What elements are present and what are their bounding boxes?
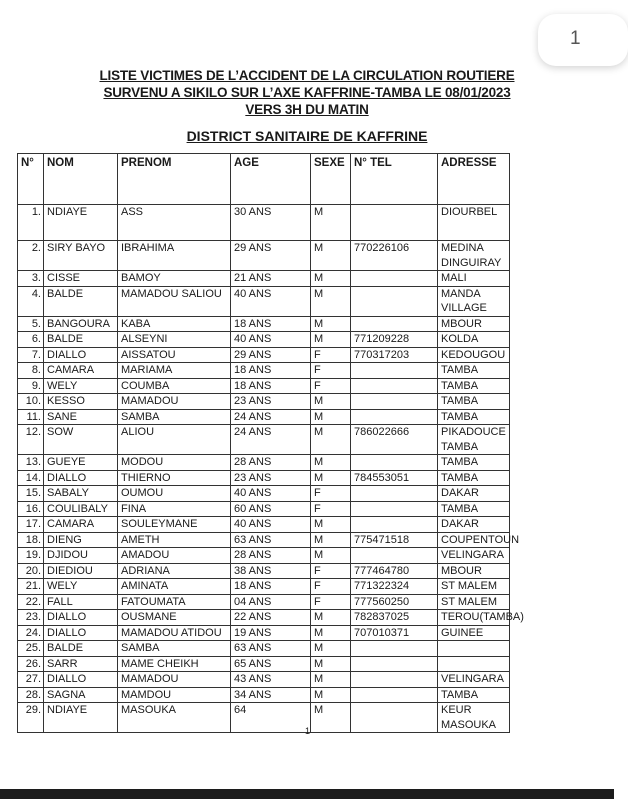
cell-n: 27.: [18, 672, 44, 688]
cell-nom: NDIAYE: [44, 205, 118, 241]
table-row: [18, 470, 510, 486]
cell-tel: 784553051: [351, 470, 438, 486]
cell-adresse: TAMBA: [438, 378, 510, 394]
cell-age: 63 ANS: [231, 641, 311, 657]
cell-prenom: MASOUKA: [118, 703, 231, 733]
table-row: [18, 332, 510, 348]
cell-nom: WELY: [44, 579, 118, 595]
cell-adresse: TEROU(TAMBA): [438, 610, 510, 626]
cell-n: 16.: [18, 501, 44, 517]
table-row: [18, 672, 510, 688]
cell-adresse: MEDINA DINGUIRAY: [438, 241, 510, 271]
district-heading: DISTRICT SANITAIRE DE KAFFRINE: [186, 128, 428, 144]
cell-prenom: SAMBA: [118, 641, 231, 657]
table-row: [18, 455, 510, 471]
header-age: AGE: [231, 154, 311, 205]
cell-prenom: MAME CHEIKH: [118, 656, 231, 672]
table-row: [18, 271, 510, 287]
cell-sexe: M: [311, 672, 351, 688]
cell-sexe: M: [311, 205, 351, 241]
cell-tel: [351, 548, 438, 564]
table-row: [18, 316, 510, 332]
cell-nom: CAMARA: [44, 517, 118, 533]
cell-prenom: FINA: [118, 501, 231, 517]
table-row: [18, 563, 510, 579]
cell-age: 40 ANS: [231, 517, 311, 533]
cell-tel: [351, 455, 438, 471]
table-row: [18, 205, 510, 241]
cell-age: 43 ANS: [231, 672, 311, 688]
cell-age: 04 ANS: [231, 594, 311, 610]
cell-tel: 771209228: [351, 332, 438, 348]
cell-prenom: ALIOU: [118, 425, 231, 455]
cell-age: 38 ANS: [231, 563, 311, 579]
cell-sexe: F: [311, 594, 351, 610]
cell-age: 28 ANS: [231, 548, 311, 564]
cell-age: 40 ANS: [231, 486, 311, 502]
cell-adresse: MALI: [438, 271, 510, 287]
cell-tel: [351, 394, 438, 410]
cell-adresse: TAMBA: [438, 409, 510, 425]
cell-tel: 786022666: [351, 425, 438, 455]
table-row: [18, 579, 510, 595]
cell-prenom: OUSMANE: [118, 610, 231, 626]
header-prenom: PRENOM: [118, 154, 231, 205]
cell-tel: [351, 501, 438, 517]
cell-nom: DIENG: [44, 532, 118, 548]
cell-nom: DIEDIOU: [44, 563, 118, 579]
cell-age: 18 ANS: [231, 378, 311, 394]
cell-tel: [351, 378, 438, 394]
cell-tel: 775471518: [351, 532, 438, 548]
cell-tel: 777464780: [351, 563, 438, 579]
cell-adresse: DIOURBEL: [438, 205, 510, 241]
cell-nom: DJIDOU: [44, 548, 118, 564]
cell-tel: [351, 486, 438, 502]
cell-sexe: F: [311, 579, 351, 595]
cell-tel: [351, 409, 438, 425]
cell-n: 6.: [18, 332, 44, 348]
cell-nom: BALDE: [44, 332, 118, 348]
cell-tel: [351, 517, 438, 533]
cell-n: 7.: [18, 347, 44, 363]
cell-nom: BALDE: [44, 641, 118, 657]
cell-nom: BALDE: [44, 286, 118, 316]
victims-table: [17, 153, 524, 733]
cell-sexe: F: [311, 501, 351, 517]
cell-prenom: THIERNO: [118, 470, 231, 486]
table-row: [18, 610, 510, 626]
cell-sexe: F: [311, 563, 351, 579]
cell-sexe: F: [311, 347, 351, 363]
cell-nom: SAGNA: [44, 687, 118, 703]
cell-prenom: SOULEYMANE: [118, 517, 231, 533]
cell-tel: 770317203: [351, 347, 438, 363]
cell-tel: [351, 363, 438, 379]
cell-sexe: M: [311, 687, 351, 703]
cell-age: 18 ANS: [231, 316, 311, 332]
cell-adresse: ST MALEM: [438, 579, 510, 595]
table-row: [18, 641, 510, 657]
cell-adresse: TAMBA: [438, 687, 510, 703]
header-adresse: ADRESSE: [438, 154, 510, 205]
cell-age: 30 ANS: [231, 205, 311, 241]
cell-n: 1.: [18, 205, 44, 241]
page-indicator-number: 1: [570, 28, 581, 49]
header-number: N°: [18, 154, 44, 205]
cell-age: 28 ANS: [231, 455, 311, 471]
table-row: [18, 548, 510, 564]
title-line-1: LISTE VICTIMES DE L’ACCIDENT DE LA CIRCULATION ROUTIERE: [99, 68, 515, 83]
cell-n: 22.: [18, 594, 44, 610]
cell-nom: DIALLO: [44, 672, 118, 688]
cell-prenom: ASS: [118, 205, 231, 241]
table-row: [18, 532, 510, 548]
page-indicator-badge: [538, 14, 628, 66]
cell-sexe: M: [311, 703, 351, 733]
table-row: [18, 409, 510, 425]
cell-sexe: M: [311, 394, 351, 410]
cell-n: 14.: [18, 470, 44, 486]
cell-nom: DIALLO: [44, 625, 118, 641]
cell-nom: COULIBALY: [44, 501, 118, 517]
cell-prenom: ALSEYNI: [118, 332, 231, 348]
cell-nom: DIALLO: [44, 610, 118, 626]
cell-prenom: MAMADOU SALIOU: [118, 286, 231, 316]
cell-age: 29 ANS: [231, 347, 311, 363]
cell-nom: NDIAYE: [44, 703, 118, 733]
cell-tel: [351, 271, 438, 287]
cell-n: 8.: [18, 363, 44, 379]
cell-sexe: M: [311, 316, 351, 332]
table-row: [18, 425, 510, 455]
cell-age: 40 ANS: [231, 332, 311, 348]
cell-sexe: F: [311, 378, 351, 394]
cell-nom: CAMARA: [44, 363, 118, 379]
cell-prenom: KABA: [118, 316, 231, 332]
cell-prenom: MAMADOU: [118, 394, 231, 410]
cell-nom: CISSE: [44, 271, 118, 287]
cell-n: 10.: [18, 394, 44, 410]
cell-n: 18.: [18, 532, 44, 548]
cell-n: 13.: [18, 455, 44, 471]
cell-tel: 771322324: [351, 579, 438, 595]
cell-prenom: COUMBA: [118, 378, 231, 394]
cell-adresse: GUINEE: [438, 625, 510, 641]
cell-adresse: TAMBA: [438, 394, 510, 410]
cell-tel: [351, 641, 438, 657]
cell-tel: [351, 316, 438, 332]
cell-n: 29.: [18, 703, 44, 733]
cell-nom: BANGOURA: [44, 316, 118, 332]
table-row: [18, 656, 510, 672]
cell-n: 11.: [18, 409, 44, 425]
cell-adresse: [438, 656, 510, 672]
cell-tel: 770226106: [351, 241, 438, 271]
cell-prenom: AMETH: [118, 532, 231, 548]
cell-sexe: M: [311, 517, 351, 533]
cell-age: 18 ANS: [231, 363, 311, 379]
cell-n: 2.: [18, 241, 44, 271]
table-row: [18, 594, 510, 610]
cell-n: 5.: [18, 316, 44, 332]
document-title: [0, 67, 614, 118]
footer-page-number: 1: [305, 726, 311, 736]
cell-adresse: COUPENTOUN: [438, 532, 510, 548]
header-tel: N° TEL: [351, 154, 438, 205]
cell-tel: [351, 205, 438, 241]
table-row: [18, 501, 510, 517]
cell-n: 24.: [18, 625, 44, 641]
cell-prenom: AISSATOU: [118, 347, 231, 363]
cell-tel: [351, 703, 438, 733]
cell-adresse: TAMBA: [438, 470, 510, 486]
title-line-3: VERS 3H DU MATIN: [245, 102, 369, 117]
cell-age: 60 ANS: [231, 501, 311, 517]
cell-adresse: [438, 641, 510, 657]
cell-nom: FALL: [44, 594, 118, 610]
cell-n: 4.: [18, 286, 44, 316]
table-row: [18, 394, 510, 410]
cell-tel: [351, 656, 438, 672]
cell-sexe: M: [311, 625, 351, 641]
cell-sexe: M: [311, 610, 351, 626]
cell-prenom: BAMOY: [118, 271, 231, 287]
cell-n: 17.: [18, 517, 44, 533]
cell-tel: [351, 286, 438, 316]
cell-sexe: M: [311, 656, 351, 672]
table-row: [18, 286, 510, 316]
cell-prenom: MAMADOU: [118, 672, 231, 688]
cell-sexe: M: [311, 641, 351, 657]
cell-age: 40 ANS: [231, 286, 311, 316]
header-sexe: SEXE: [311, 154, 351, 205]
cell-adresse: DAKAR: [438, 486, 510, 502]
cell-sexe: M: [311, 455, 351, 471]
cell-adresse: DAKAR: [438, 517, 510, 533]
bottom-bar: [0, 789, 614, 799]
cell-age: 29 ANS: [231, 241, 311, 271]
table-row: [18, 517, 510, 533]
cell-nom: GUEYE: [44, 455, 118, 471]
cell-nom: WELY: [44, 378, 118, 394]
cell-adresse: MBOUR: [438, 316, 510, 332]
cell-age: 18 ANS: [231, 579, 311, 595]
cell-adresse: MBOUR: [438, 563, 510, 579]
cell-adresse: KEUR MASOUKA: [438, 703, 510, 733]
cell-nom: DIALLO: [44, 470, 118, 486]
cell-prenom: MAMDOU: [118, 687, 231, 703]
cell-adresse: TAMBA: [438, 363, 510, 379]
cell-age: 24 ANS: [231, 409, 311, 425]
cell-age: 23 ANS: [231, 394, 311, 410]
cell-nom: KESSO: [44, 394, 118, 410]
table-row: [18, 625, 510, 641]
cell-adresse: KOLDA: [438, 332, 510, 348]
title-line-2: SURVENU A SIKILO SUR L’AXE KAFFRINE-TAMBA LE 08/01/2023: [103, 85, 511, 100]
cell-tel: 782837025: [351, 610, 438, 626]
cell-sexe: M: [311, 425, 351, 455]
cell-sexe: M: [311, 470, 351, 486]
cell-sexe: M: [311, 532, 351, 548]
cell-n: 26.: [18, 656, 44, 672]
cell-adresse: VELINGARA: [438, 548, 510, 564]
cell-adresse: VELINGARA: [438, 672, 510, 688]
cell-tel: 777560250: [351, 594, 438, 610]
cell-age: 64: [231, 703, 311, 733]
cell-prenom: SAMBA: [118, 409, 231, 425]
table-row: [18, 363, 510, 379]
cell-n: 20.: [18, 563, 44, 579]
cell-nom: SANE: [44, 409, 118, 425]
cell-adresse: PIKADOUCE TAMBA: [438, 425, 510, 455]
cell-prenom: AMADOU: [118, 548, 231, 564]
table-header-row: [18, 154, 510, 205]
cell-age: 24 ANS: [231, 425, 311, 455]
cell-age: 22 ANS: [231, 610, 311, 626]
cell-nom: SARR: [44, 656, 118, 672]
table-row: [18, 703, 510, 733]
cell-n: 15.: [18, 486, 44, 502]
cell-n: 28.: [18, 687, 44, 703]
cell-adresse: TAMBA: [438, 455, 510, 471]
cell-prenom: FATOUMATA: [118, 594, 231, 610]
cell-tel: [351, 672, 438, 688]
cell-prenom: MODOU: [118, 455, 231, 471]
cell-age: 63 ANS: [231, 532, 311, 548]
cell-n: 9.: [18, 378, 44, 394]
cell-sexe: M: [311, 241, 351, 271]
cell-sexe: F: [311, 363, 351, 379]
cell-tel: 707010371: [351, 625, 438, 641]
cell-age: 21 ANS: [231, 271, 311, 287]
cell-n: 25.: [18, 641, 44, 657]
cell-sexe: M: [311, 286, 351, 316]
cell-adresse: MANDA VILLAGE: [438, 286, 510, 316]
cell-nom: SOW: [44, 425, 118, 455]
cell-sexe: M: [311, 271, 351, 287]
cell-sexe: F: [311, 486, 351, 502]
cell-prenom: IBRAHIMA: [118, 241, 231, 271]
cell-n: 21.: [18, 579, 44, 595]
cell-n: 3.: [18, 271, 44, 287]
cell-adresse: TAMBA: [438, 501, 510, 517]
cell-prenom: ADRIANA: [118, 563, 231, 579]
table-row: [18, 486, 510, 502]
table-row: [18, 241, 510, 271]
cell-prenom: MAMADOU ATIDOU: [118, 625, 231, 641]
cell-n: 23.: [18, 610, 44, 626]
cell-n: 19.: [18, 548, 44, 564]
cell-prenom: MARIAMA: [118, 363, 231, 379]
cell-sexe: M: [311, 409, 351, 425]
cell-sexe: M: [311, 332, 351, 348]
header-nom: NOM: [44, 154, 118, 205]
table-row: [18, 378, 510, 394]
cell-nom: DIALLO: [44, 347, 118, 363]
cell-adresse: KEDOUGOU: [438, 347, 510, 363]
cell-nom: SABALY: [44, 486, 118, 502]
cell-age: 34 ANS: [231, 687, 311, 703]
cell-age: 65 ANS: [231, 656, 311, 672]
cell-age: 19 ANS: [231, 625, 311, 641]
cell-prenom: OUMOU: [118, 486, 231, 502]
cell-tel: [351, 687, 438, 703]
table-row: [18, 687, 510, 703]
cell-n: 12.: [18, 425, 44, 455]
cell-age: 23 ANS: [231, 470, 311, 486]
table-row: [18, 347, 510, 363]
cell-sexe: M: [311, 548, 351, 564]
cell-prenom: AMINATA: [118, 579, 231, 595]
cell-adresse: ST MALEM: [438, 594, 510, 610]
cell-nom: SIRY BAYO: [44, 241, 118, 271]
